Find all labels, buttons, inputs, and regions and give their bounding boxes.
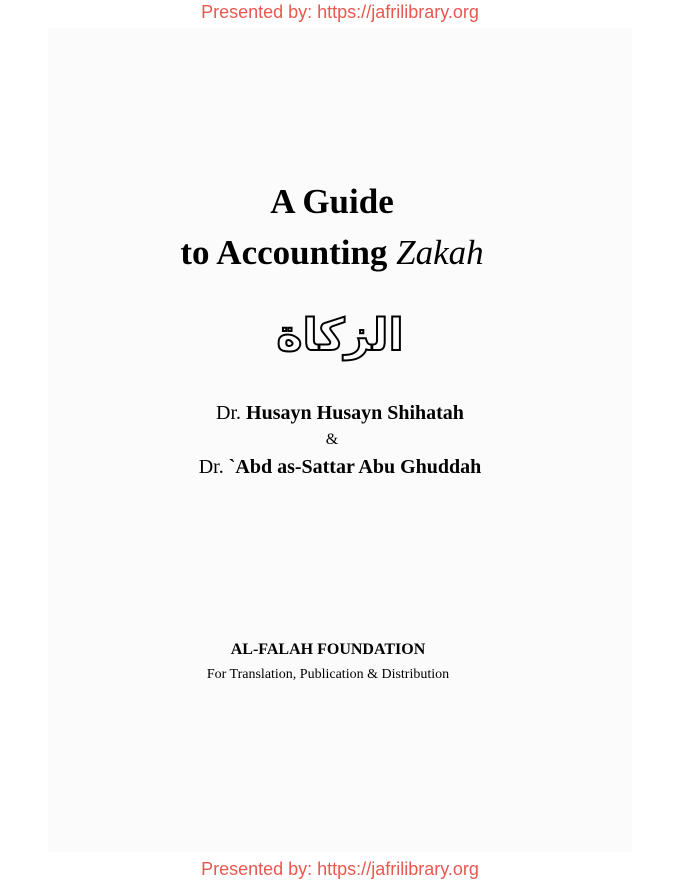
watermark-bottom: Presented by: https://jafrilibrary.org	[201, 859, 479, 879]
title-line-1: A Guide	[270, 182, 394, 221]
author-2-prefix: Dr.	[198, 456, 229, 478]
title-line-2-italic: Zakah	[396, 233, 484, 272]
author-1	[0, 401, 680, 425]
publisher-name: AL-FALAH FOUNDATION	[230, 641, 426, 658]
author-1-prefix: Dr.	[216, 402, 247, 424]
author-1-name: Husayn Husayn Shihatah	[246, 402, 464, 424]
publisher-tagline: For Translation, Publication & Distribution	[206, 667, 450, 682]
author-2	[0, 455, 680, 479]
title-line-2-prefix: to Accounting	[180, 233, 397, 272]
watermark-top: Presented by: https://jafrilibrary.org	[201, 2, 479, 22]
ampersand: &	[325, 431, 339, 448]
arabic-title: الزكاة	[276, 310, 404, 361]
author-2-name: `Abd as-Sattar Abu Ghuddah	[228, 456, 482, 478]
title-line-2	[0, 233, 672, 273]
